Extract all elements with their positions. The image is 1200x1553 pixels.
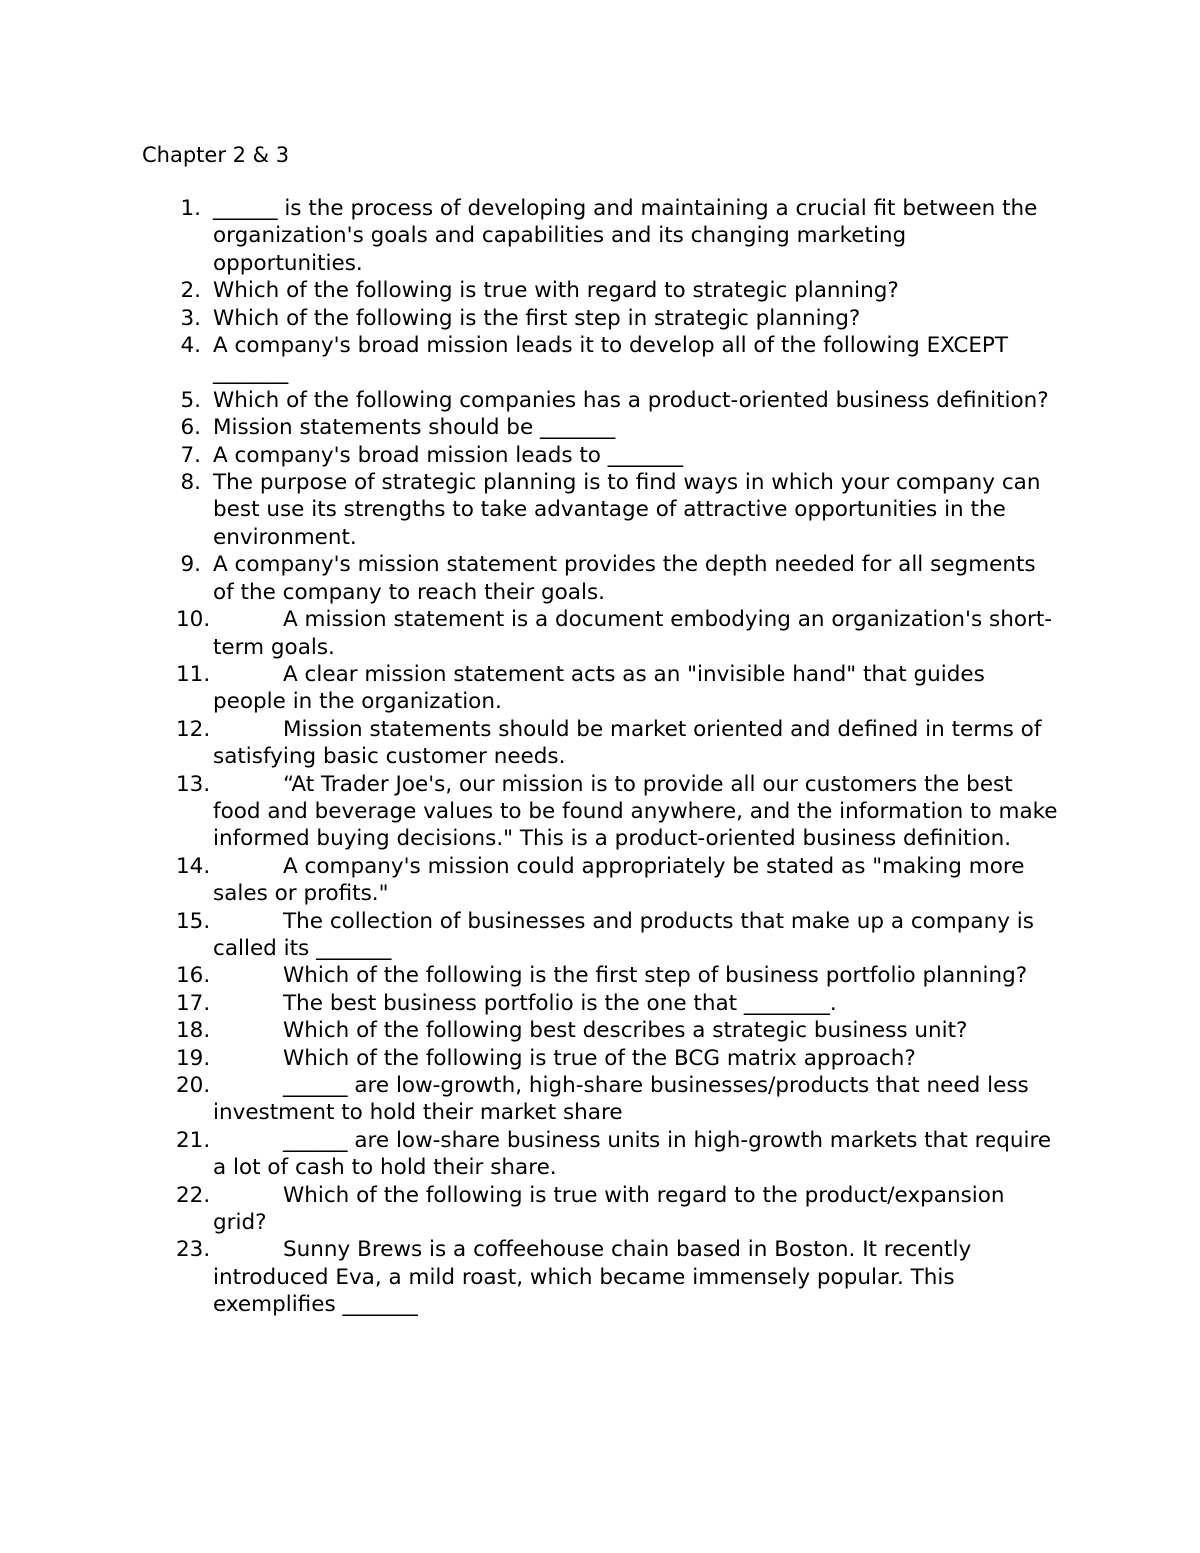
question-text: The collection of businesses and products that make up a company is called its _______ [213, 908, 1034, 961]
question-item [0, 1236, 1200, 1318]
question-number: 6. [180, 415, 201, 441]
question-text: Which of the following companies has a product-oriented business definition? [213, 387, 1049, 413]
question-item [0, 606, 1200, 661]
question-number: 15. [176, 908, 211, 934]
question-number: 18. [176, 1018, 211, 1044]
question-item [0, 469, 1200, 551]
question-item [0, 716, 1200, 771]
question-item [0, 277, 1200, 304]
question-number: 20. [176, 1073, 211, 1098]
question-text: Which of the following is the first step in strategic planning? [213, 305, 861, 331]
question-number: 17. [176, 990, 211, 1016]
question-number: 21. [176, 1127, 211, 1153]
question-number: 7. [180, 442, 201, 468]
question-number: 13. [176, 771, 211, 797]
question-item [0, 853, 1200, 908]
question-item [0, 990, 1200, 1017]
question-text: Which of the following is the first step of business portfolio planning? [283, 963, 1028, 989]
question-number: 5. [180, 387, 201, 413]
question-list [0, 195, 1200, 1319]
question-number: 19. [176, 1045, 211, 1071]
question-item [0, 1127, 1200, 1182]
question-text: A company's mission statement provides the depth needed for all segments of the company to reach their goals. [213, 552, 1036, 605]
question-item [0, 387, 1200, 414]
question-item [0, 962, 1200, 989]
question-text: ______ are low-growth, high-share businesses/products that need less investment to hold their market share [213, 1073, 1029, 1126]
question-text: ______ are low-share business units in high-growth markets that require a lot of cash to hold their share. [213, 1127, 1052, 1181]
question-number: 2. [180, 278, 201, 304]
question-text: A company's broad mission leads it to develop all of the following EXCEPT _______ [213, 333, 1009, 386]
question-text: Mission statements should be _______ [213, 415, 616, 441]
question-text: A clear mission statement acts as an "invisible hand" that guides people in the organization. [213, 661, 985, 715]
question-number: 8. [180, 470, 201, 496]
question-text: The best business portfolio is the one that ________. [283, 990, 837, 1016]
question-number: 22. [176, 1182, 211, 1208]
question-number: 16. [176, 963, 211, 989]
question-item [0, 1045, 1200, 1072]
question-item [0, 442, 1200, 469]
question-text: A company's mission could appropriately be stated as "making more sales or profits." [213, 853, 1025, 907]
question-item [0, 195, 1200, 277]
question-item [0, 551, 1200, 606]
question-text: Which of the following is true with regard to the product/expansion grid? [213, 1182, 1005, 1236]
question-text: Sunny Brews is a coffeehouse chain based in Boston. It recently introduced Eva, a mild roast, which became immensely popular. This exemplifies _______ [213, 1237, 972, 1318]
question-item [0, 1182, 1200, 1237]
question-text: A company's broad mission leads to _______ [213, 442, 684, 468]
question-number: 12. [176, 716, 211, 742]
question-text: Mission statements should be market oriented and defined in terms of satisfying basic customer needs. [213, 716, 1042, 770]
question-number: 3. [180, 305, 201, 331]
question-number: 4. [180, 333, 201, 359]
question-number: 23. [176, 1237, 211, 1263]
question-item [0, 1072, 1200, 1127]
question-text: ______ is the process of developing and maintaining a crucial fit between the organization's goals and capabilities and its changing marketing opportunities. [213, 196, 1038, 276]
question-number: 1. [180, 196, 201, 221]
question-number: 9. [180, 552, 201, 578]
page-title: Chapter 2 & 3 [142, 143, 290, 167]
question-text: Which of the following is true of the BCG matrix approach? [283, 1045, 916, 1071]
question-number: 11. [176, 661, 211, 687]
question-number: 10. [176, 607, 211, 633]
question-text: A mission statement is a document embodying an organization's short-term goals. [213, 607, 1053, 660]
question-item [0, 771, 1200, 853]
question-item [0, 414, 1200, 441]
question-item [0, 305, 1200, 332]
question-item [0, 332, 1200, 387]
question-text: Which of the following best describes a strategic business unit? [283, 1018, 968, 1044]
question-item [0, 1017, 1200, 1044]
question-number: 14. [176, 853, 211, 879]
question-text: “At Trader Joe's, our mission is to provide all our customers the best food and beverage values to be found anywhere, and the information to make informed buying decisions." This is a product-oriented business definition. [213, 771, 1058, 852]
question-text: The purpose of strategic planning is to find ways in which your company can best use its strengths to take advantage of attractive opportunities in the environment. [213, 470, 1041, 550]
question-item [0, 661, 1200, 716]
question-text: Which of the following is true with regard to strategic planning? [213, 278, 899, 304]
question-item [0, 908, 1200, 963]
